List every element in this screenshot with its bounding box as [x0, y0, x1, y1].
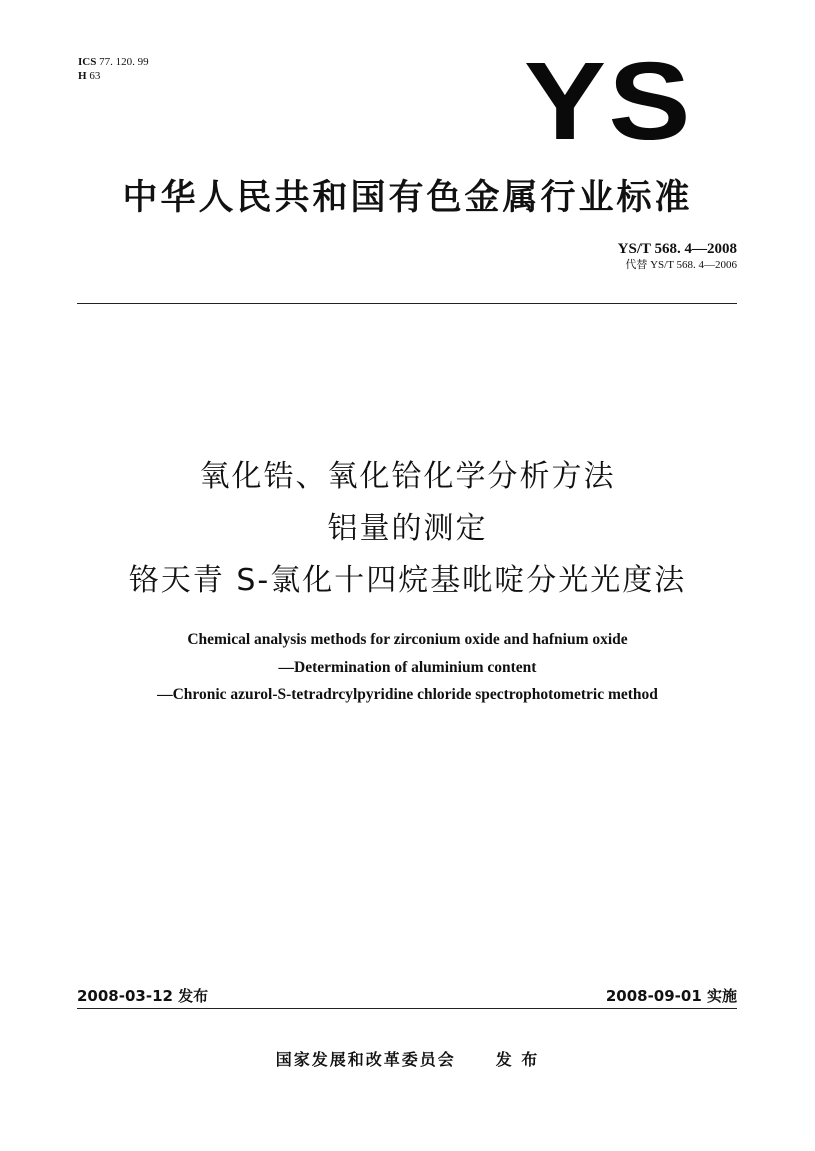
title-cn-line-1: 氧化锆、氧化铪化学分析方法: [199, 459, 616, 494]
title-en-line-1: Chemical analysis methods for zirconium oxide and hafnium oxide: [187, 631, 628, 648]
issuer-name: 国家发展和改革委员会: [275, 1050, 456, 1069]
implementation-date: 2008-09-01 实施: [605, 987, 737, 1005]
issuer-line: [0, 1047, 815, 1070]
title-en-line-2: —Determination of aluminium content: [278, 659, 537, 676]
ccs-code: H 63: [78, 70, 101, 82]
top-divider: [77, 303, 737, 304]
title-en-line-3: —Chronic azurol-S-tetradrcylpyridine chloride spectrophotometric method: [157, 686, 658, 703]
standard-number: YS/T 568. 4—2008: [617, 241, 737, 257]
title-cn-line-3: 铬天青 S-氯化十四烷基吡啶分光光度法: [128, 563, 687, 598]
title-cn-line-2: 铝量的测定: [327, 511, 488, 546]
ys-logo: YS: [524, 40, 693, 163]
classification-codes: [78, 55, 149, 83]
issuer-action: 发 布: [495, 1050, 540, 1069]
organization-title: 中华人民共和国有色金属行业标准: [122, 178, 693, 218]
ics-code: ICS 77. 120. 99: [78, 56, 149, 68]
standard-number-block: [618, 240, 737, 272]
bottom-divider: [77, 1008, 737, 1009]
issue-date: 2008-03-12 发布: [77, 987, 209, 1005]
replaces-standard: 代替 YS/T 568. 4—2006: [625, 259, 737, 271]
